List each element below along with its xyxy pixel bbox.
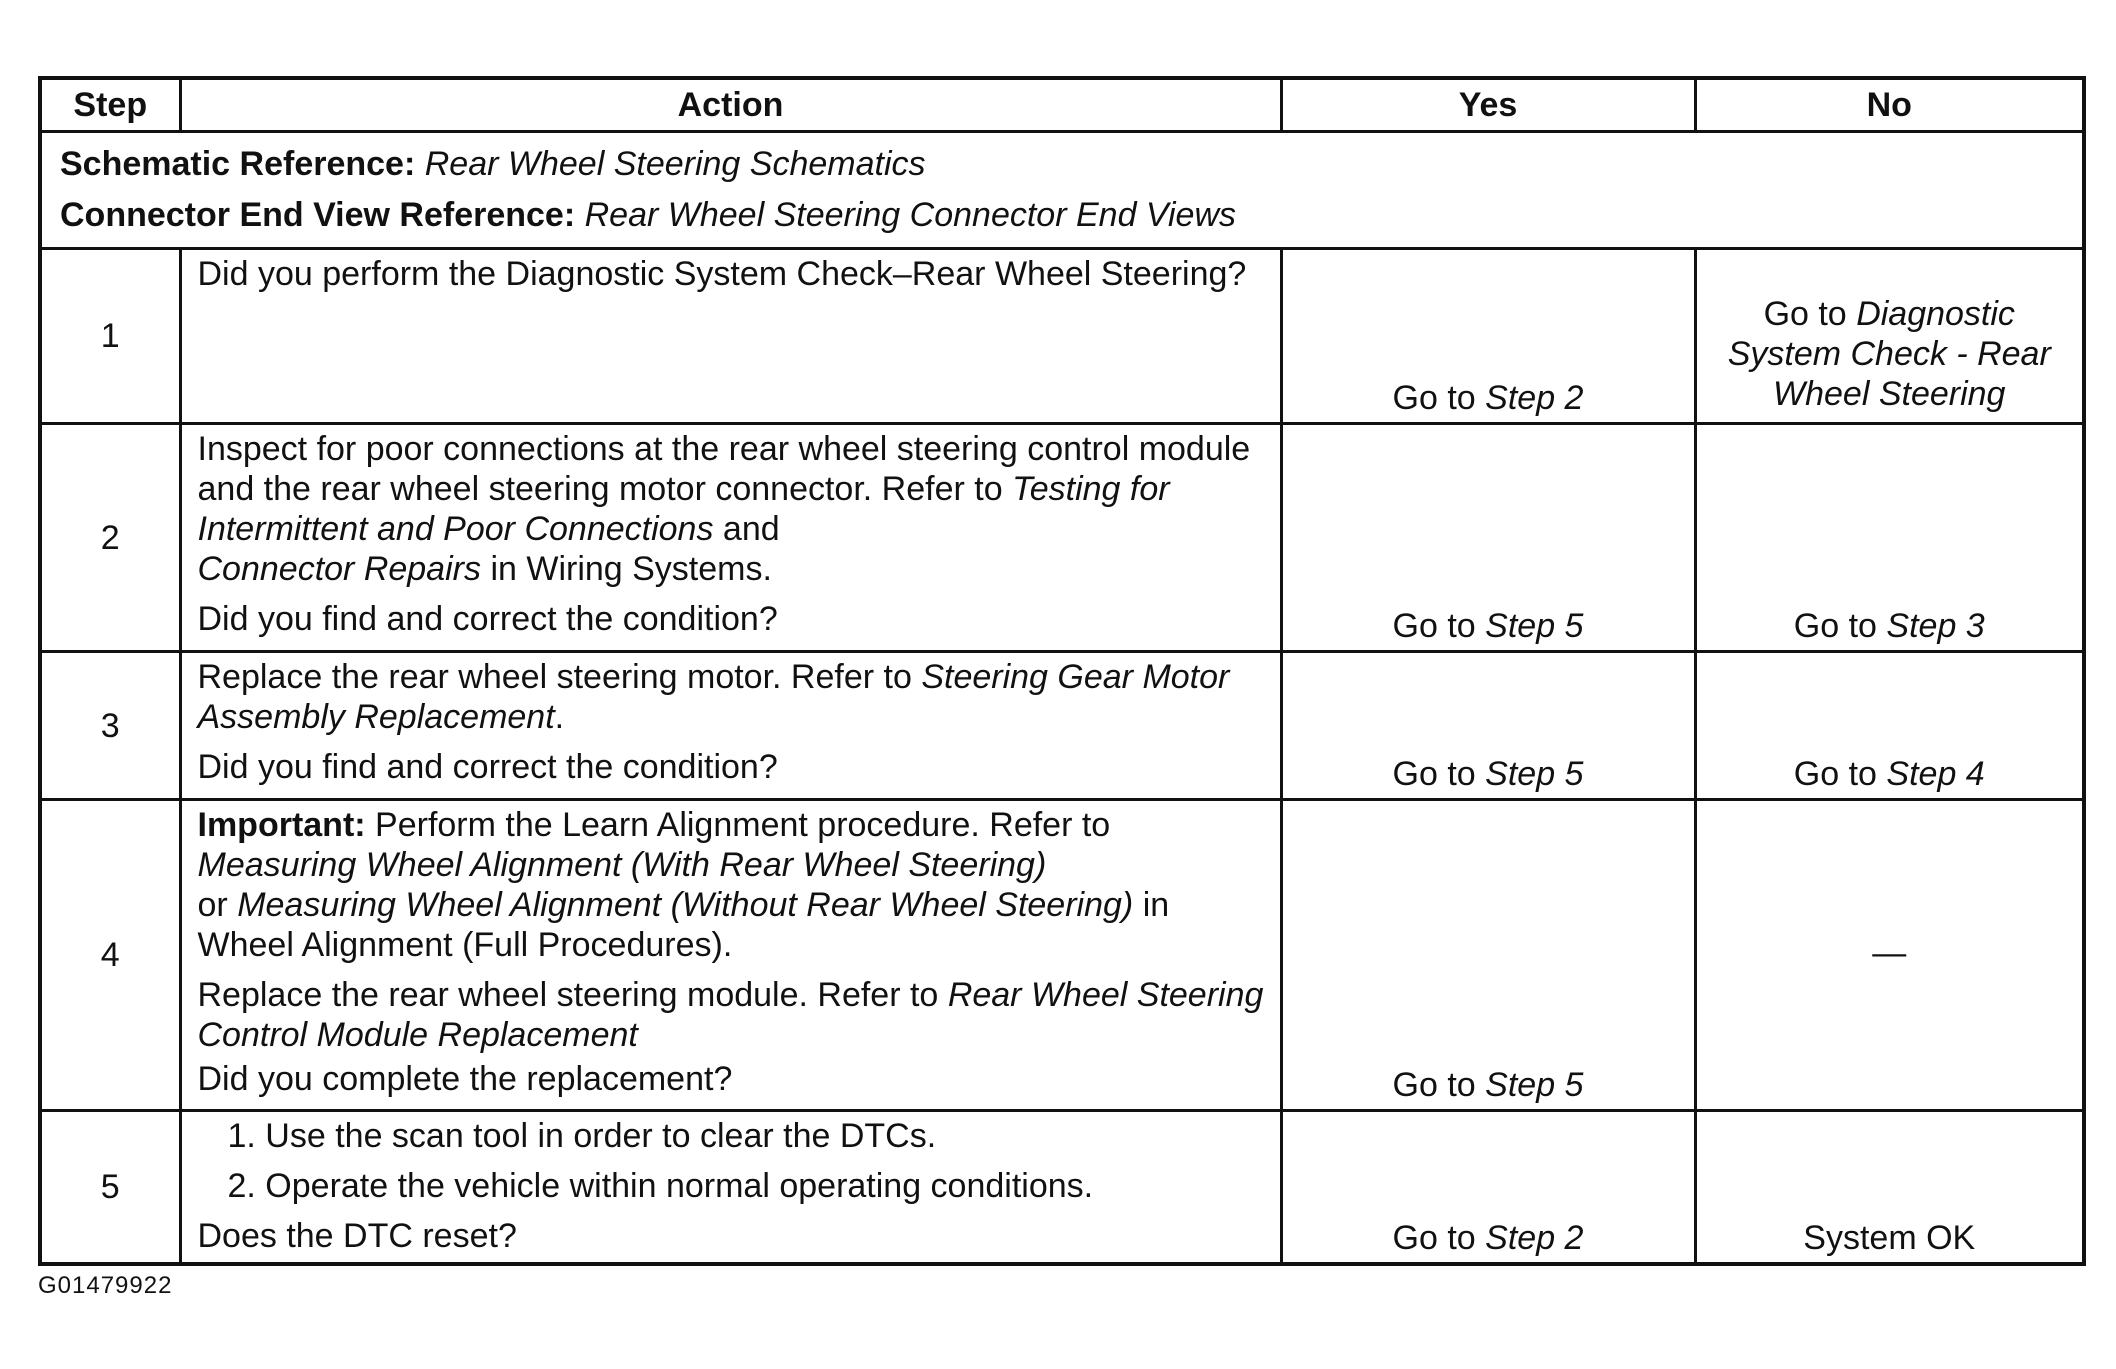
- step-number: 5: [40, 1111, 180, 1265]
- action-link[interactable]: Connector Repairs: [197, 550, 481, 588]
- reference-cell: [40, 132, 2084, 249]
- step-number: 4: [40, 800, 180, 1111]
- action-cell: [180, 1111, 1281, 1265]
- step-number: 3: [40, 652, 180, 800]
- action-text-part: or: [197, 886, 228, 924]
- no-cell: [1695, 249, 2084, 424]
- action-link[interactable]: Measuring Wheel Alignment (With Rear Wheel Steering): [197, 846, 1047, 884]
- connector-reference: [60, 190, 2064, 241]
- header-row: [40, 78, 2084, 132]
- yes-cell: [1281, 1111, 1695, 1265]
- action-text-part: Replace the rear wheel steering motor. Refer to: [197, 658, 912, 696]
- yes-step-link[interactable]: Step 2: [1485, 1219, 1584, 1257]
- no-prefix: Go to: [1763, 295, 1847, 333]
- action-link[interactable]: Rear Wheel Steering Control Module Replacement: [197, 976, 1264, 1054]
- table-row: [40, 424, 2084, 652]
- action-cell: [180, 652, 1281, 800]
- step-number: 2: [40, 424, 180, 652]
- action-cell: [180, 424, 1281, 652]
- no-link-part-2[interactable]: System Check - Rear: [1727, 335, 2051, 373]
- yes-step-link[interactable]: Step 5: [1485, 1066, 1584, 1104]
- no-prefix: Go to: [1793, 607, 1877, 645]
- schematic-reference-label: Schematic Reference:: [60, 145, 416, 183]
- schematic-reference-link[interactable]: Rear Wheel Steering Schematics: [424, 145, 926, 183]
- action-question: Did you find and correct the condition?: [197, 600, 778, 638]
- action-link[interactable]: Testing for Intermittent and Poor Connections: [197, 470, 1170, 548]
- action-question: Did you complete the replacement?: [197, 1060, 733, 1098]
- table-row: [40, 249, 2084, 424]
- action-text-part: in Wheel Alignment (Full Procedures).: [197, 886, 1170, 964]
- no-cell: System OK: [1695, 1111, 2084, 1265]
- no-prefix: Go to: [1793, 755, 1877, 793]
- action-text: [198, 657, 1264, 737]
- yes-prefix: Go to: [1392, 1066, 1476, 1104]
- no-line-2: [1697, 334, 2083, 374]
- action-link[interactable]: Steering Gear Motor Assembly Replacement: [197, 658, 1230, 736]
- yes-cell: [1281, 424, 1695, 652]
- action-cell: [180, 249, 1281, 424]
- action-text-part: Replace the rear wheel steering module. Refer to: [197, 976, 939, 1014]
- action-text-part: in Wiring Systems.: [490, 550, 772, 588]
- action-text-part: Inspect for poor connections at the rear wheel steering control module and the rear wheel steering motor connector. Refer to: [197, 430, 1251, 508]
- yes-cell: [1281, 800, 1695, 1111]
- action-text: [198, 975, 1264, 1055]
- yes-prefix: Go to: [1392, 607, 1476, 645]
- step-number: 1: [40, 249, 180, 424]
- schematic-reference: [60, 139, 2064, 190]
- header-yes: Yes: [1281, 78, 1695, 132]
- action-cell: [180, 800, 1281, 1111]
- action-text-part: Perform the Learn Alignment procedure. Refer to: [375, 806, 1111, 844]
- list-item: 1. Use the scan tool in order to clear the DTCs.: [227, 1117, 937, 1155]
- table-row: [40, 800, 2084, 1111]
- header-step: Step: [40, 78, 180, 132]
- reference-row: [40, 132, 2084, 249]
- table-row: [40, 1111, 2084, 1265]
- connector-reference-label: Connector End View Reference:: [60, 196, 576, 234]
- important-label: Important:: [197, 806, 366, 844]
- action-question: Does the DTC reset?: [197, 1217, 517, 1255]
- no-line-3: [1697, 374, 2083, 414]
- list-item: 2. Operate the vehicle within normal operating conditions.: [227, 1167, 1094, 1205]
- no-cell: [1695, 424, 2084, 652]
- yes-step-link[interactable]: Step 2: [1485, 379, 1584, 417]
- yes-step-link[interactable]: Step 5: [1485, 607, 1584, 645]
- no-link-part-3[interactable]: Wheel Steering: [1773, 375, 2006, 413]
- action-link[interactable]: Measuring Wheel Alignment (Without Rear Wheel Steering): [237, 886, 1134, 924]
- action-text: Did you perform the Diagnostic System Check–Rear Wheel Steering?: [197, 255, 1247, 293]
- no-step-link[interactable]: Step 3: [1886, 607, 1985, 645]
- action-text: [198, 429, 1264, 589]
- diagnostic-table: [38, 76, 2086, 1266]
- no-cell: —: [1695, 800, 2084, 1111]
- header-no: No: [1695, 78, 2084, 132]
- action-text-part: .: [554, 698, 565, 736]
- figure-code: G01479922: [38, 1272, 173, 1299]
- yes-step-link[interactable]: Step 5: [1485, 755, 1584, 793]
- action-text: [198, 805, 1264, 965]
- table-row: [40, 652, 2084, 800]
- no-cell: [1695, 652, 2084, 800]
- yes-cell: [1281, 249, 1695, 424]
- yes-prefix: Go to: [1392, 755, 1476, 793]
- yes-prefix: Go to: [1392, 379, 1476, 417]
- action-text-part: and: [722, 510, 780, 548]
- connector-reference-link[interactable]: Rear Wheel Steering Connector End Views: [584, 196, 1237, 234]
- header-action: Action: [180, 78, 1281, 132]
- no-link-part-1[interactable]: Diagnostic: [1856, 295, 2015, 333]
- yes-cell: [1281, 652, 1695, 800]
- action-question: Did you find and correct the condition?: [197, 748, 778, 786]
- no-step-link[interactable]: Step 4: [1886, 755, 1985, 793]
- no-line-1: [1697, 294, 2083, 334]
- yes-prefix: Go to: [1392, 1219, 1476, 1257]
